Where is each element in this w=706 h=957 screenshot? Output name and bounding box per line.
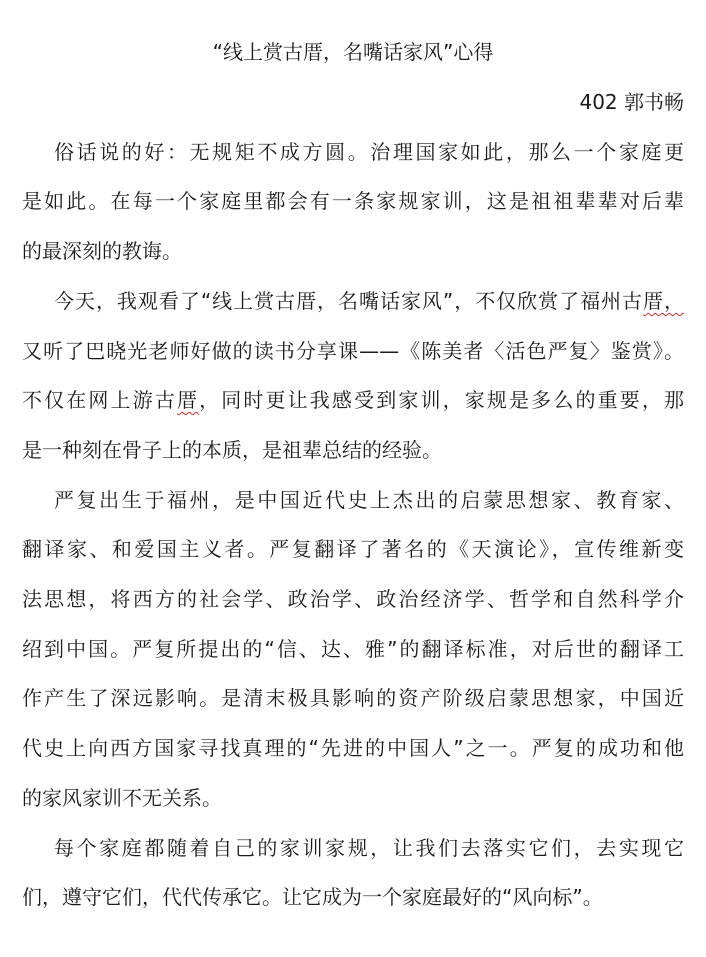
paragraph-2-line-4: 是一种刻在骨子上的本质，是祖辈总结的经验。 xyxy=(22,438,442,462)
author-line: 402 郭书畅 xyxy=(579,90,684,114)
paragraph-3-line-3: 法思想，将西方的社会学、政治学、政治经济学、哲学和自然科学介 xyxy=(22,587,684,611)
paragraph-3-line-2: 翻译家、和爱国主义者。严复翻译了著名的《天演论》，宣传维新变 xyxy=(22,537,684,561)
spellcheck-underlined-word: 厝， xyxy=(643,289,684,313)
spellcheck-underlined-word: 厝 xyxy=(176,388,200,412)
paragraph-3-line-4: 绍到中国。严复所提出的“信、达、雅”的翻译标准，对后世的翻译工 xyxy=(22,637,684,661)
paragraph-1-line-2: 是如此。在每一个家庭里都会有一条家规家训，这是祖祖辈辈对后辈 xyxy=(22,189,684,213)
paragraph-2-line-2: 又听了巴晓光老师好做的读书分享课——《陈美者〈活色严复〉鉴赏》。 xyxy=(22,339,684,363)
paragraph-4-line-2: 们，遵守它们，代代传承它。让它成为一个家庭最好的“风向标”。 xyxy=(22,885,603,909)
paragraph-3-line-1: 严复出生于福州，是中国近代史上杰出的启蒙思想家、教育家、 xyxy=(54,488,684,512)
paragraph-2-line-1 xyxy=(54,287,684,315)
paragraph-4-line-1: 每个家庭都随着自己的家训家规，让我们去落实它们，去实现它 xyxy=(54,836,684,860)
text-run: 不仅在网上游古 xyxy=(22,388,177,412)
paragraph-3-line-7: 的家风家训不无关系。 xyxy=(22,786,222,810)
text-run: 今天，我观看了“线上赏古厝，名嘴话家风”，不仅欣赏了福州古 xyxy=(54,289,644,313)
paragraph-3-line-5: 作产生了深远影响。是清末极具影响的资产阶级启蒙思想家，中国近 xyxy=(22,686,684,710)
paragraph-1-line-1: 俗话说的好：无规矩不成方圆。治理国家如此，那么一个家庭更 xyxy=(54,140,684,164)
paragraph-1-line-3: 的最深刻的教诲。 xyxy=(22,239,182,263)
text-run: ，同时更让我感受到家训，家规是多么的重要，那 xyxy=(199,388,685,412)
document-title: “线上赏古厝，名嘴话家风”心得 xyxy=(212,40,494,64)
paragraph-2-line-3 xyxy=(22,386,684,414)
paragraph-3-line-6: 代史上向西方国家寻找真理的“先进的中国人”之一。严复的成功和他 xyxy=(22,736,684,760)
